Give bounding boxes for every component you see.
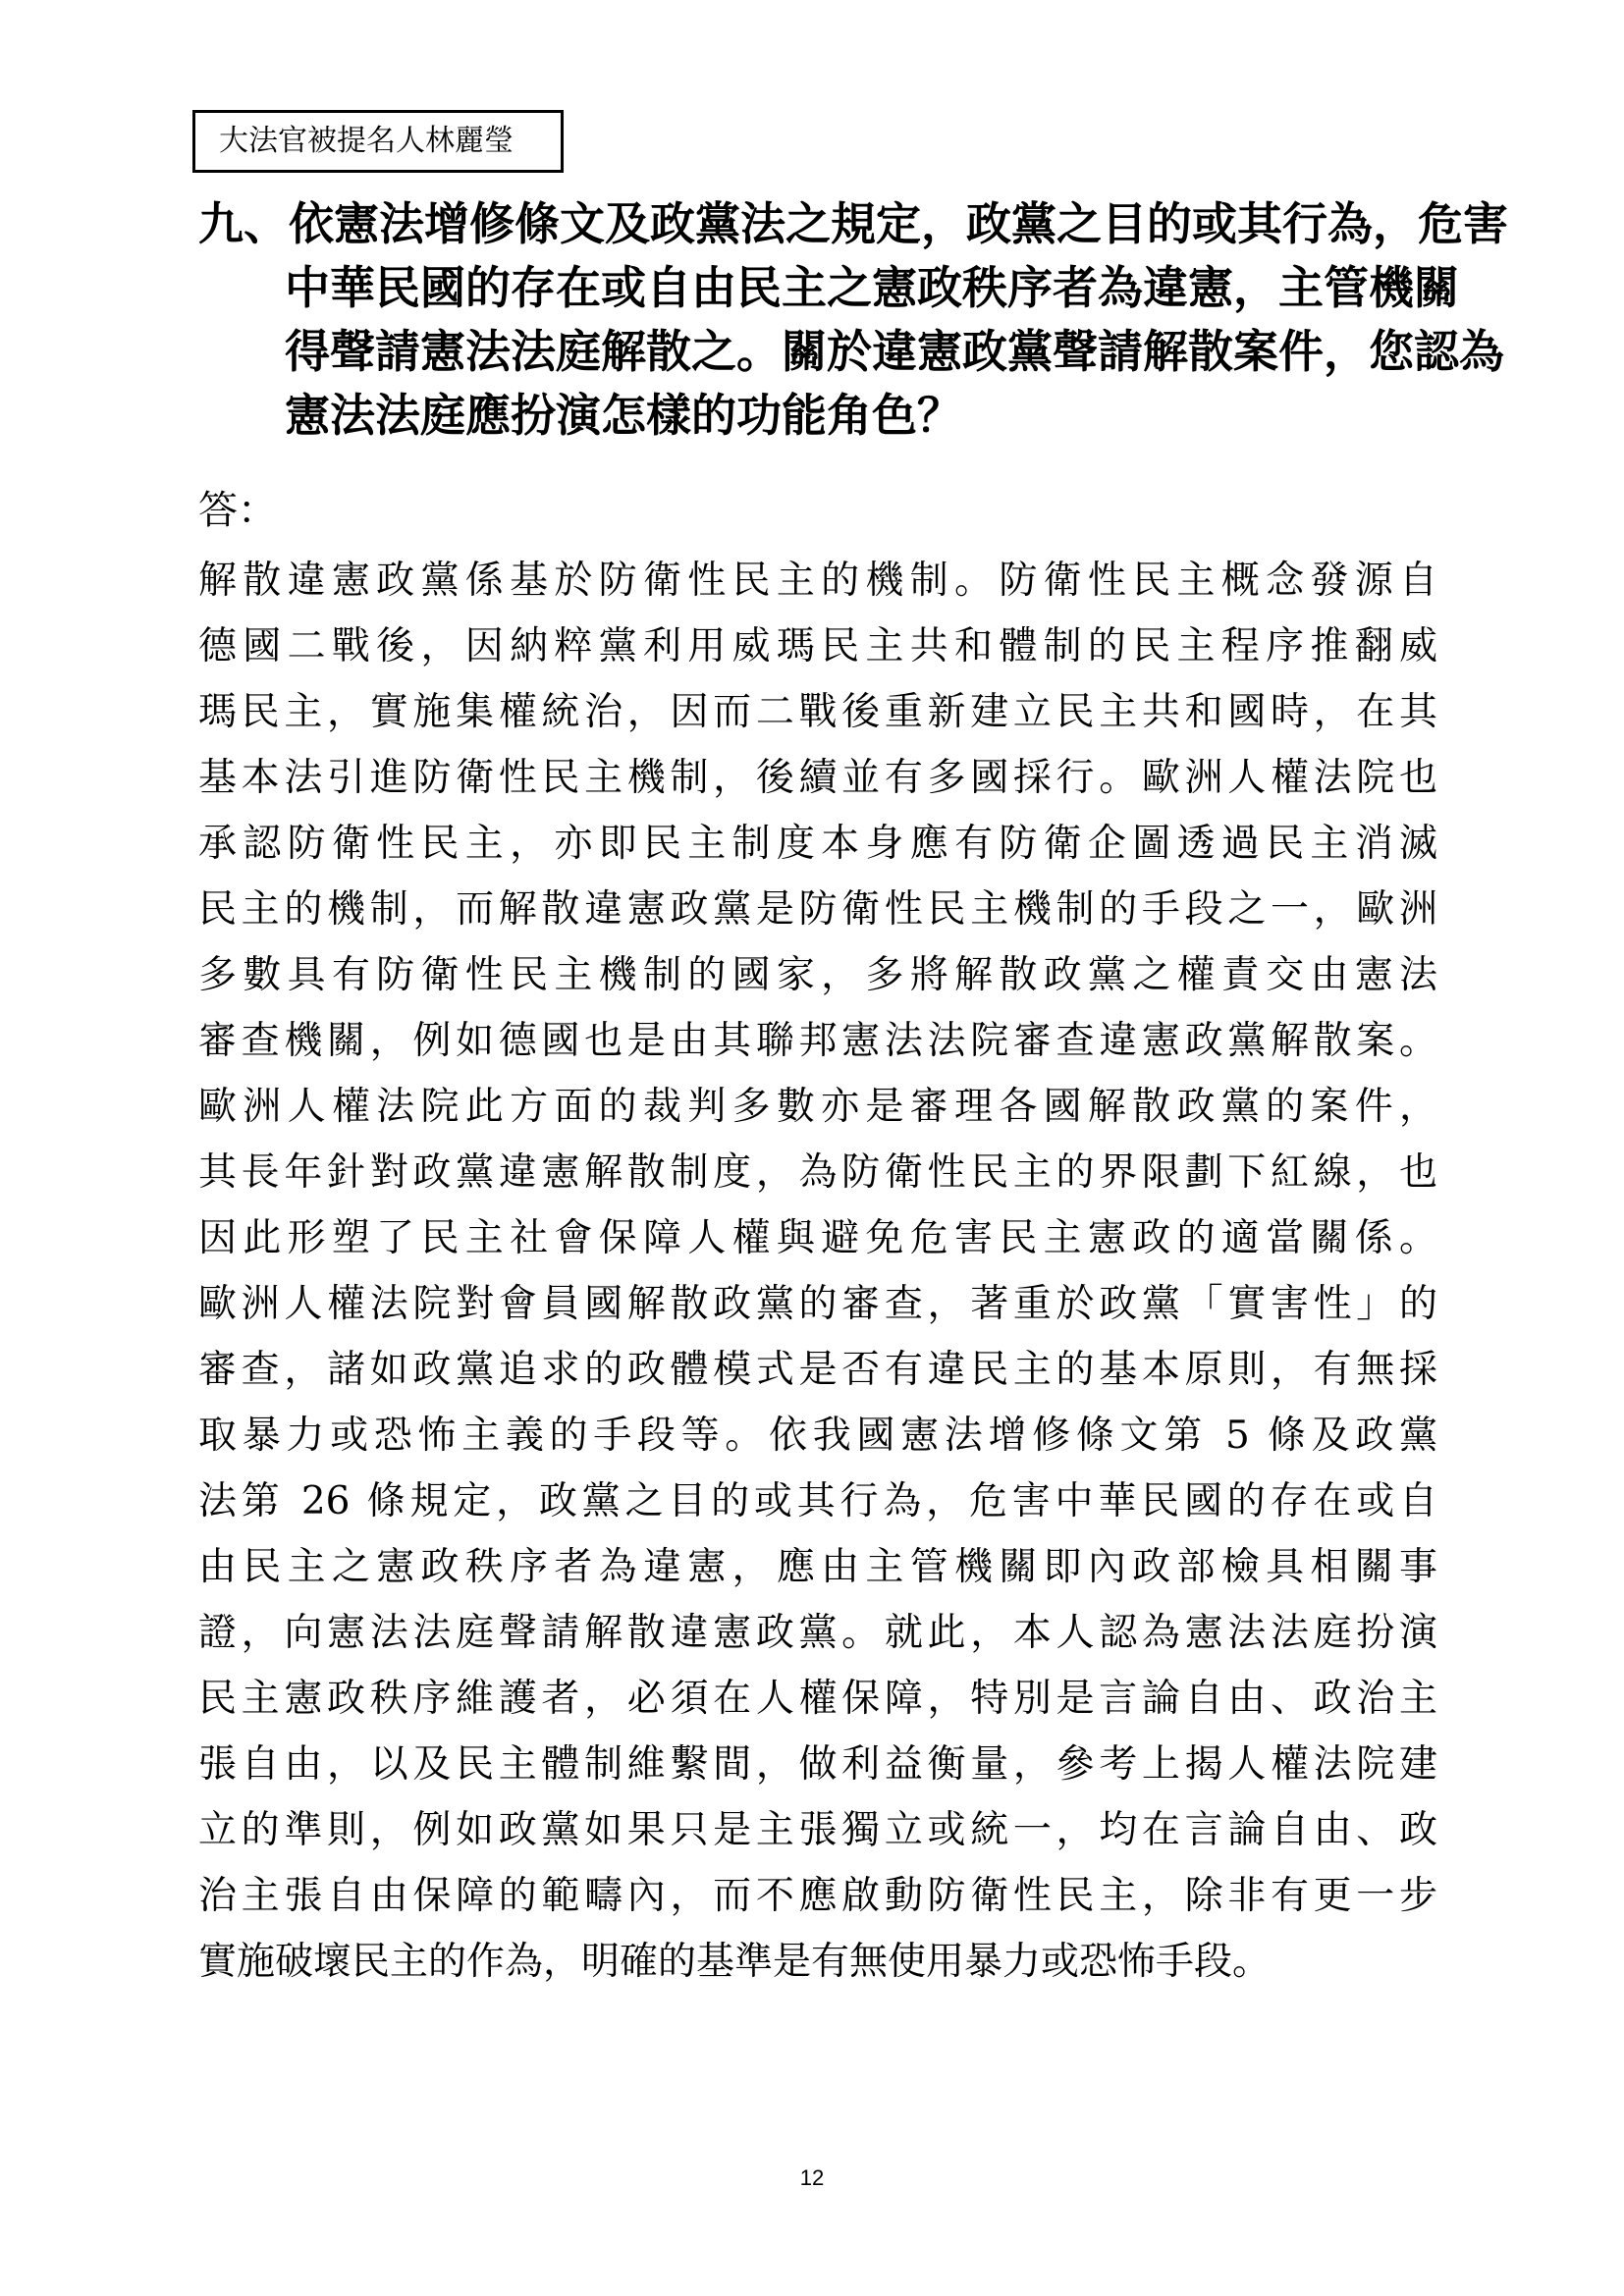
answer-line: 治主張自由保障的範疇內，而不應啟動防衛性民主，除非有更一步 [198,1874,1437,1918]
answer-line: 民主憲政秩序維護者，必須在人權保障，特別是言論自由、政治主 [198,1677,1437,1721]
answer-line: 歐洲人權法院此方面的裁判多數亦是審理各國解散政黨的案件， [198,1085,1437,1129]
answer-line: 其長年針對政黨違憲解散制度，為防衛性民主的界限劃下紅線，也 [198,1150,1437,1195]
page-number: 12 [799,2165,825,2190]
answer-line: 解散違憲政黨係基於防衛性民主的機制。防衛性民主概念發源自 [198,559,1437,603]
answer-line: 審查，諸如政黨追求的政體模式是否有違民主的基本原則，有無採 [198,1348,1437,1392]
question-line: 得聲請憲法法庭解散之。關於違憲政黨聲請解散案件，您認為 [285,325,1504,378]
answer-line: 歐洲人權法院對會員國解散政黨的審查，著重於政黨「實害性」的 [198,1282,1437,1326]
answer-line: 審查機關，例如德國也是由其聯邦憲法法院審查違憲政黨解散案。 [198,1019,1437,1063]
nominee-label: 大法官被提名人林麗瑩 [219,124,514,158]
nominee-label-box [192,110,564,173]
answer-line: 承認防衛性民主，亦即民主制度本身應有防衛企圖透過民主消滅 [198,822,1437,866]
answer-line: 實施破壞民主的作為，明確的基準是有無使用暴力或恐怖手段。 [198,1940,1272,1984]
answer-line: 多數具有防衛性民主機制的國家，多將解散政黨之權責交由憲法 [198,953,1437,997]
answer-line: 立的準則，例如政黨如果只是主張獨立或統一，均在言論自由、政 [198,1808,1437,1852]
answer-line: 法第 26 條規定，政黨之目的或其行為，危害中華民國的存在或自 [198,1479,1437,1523]
answer-line: 德國二戰後，因納粹黨利用威瑪民主共和體制的民主程序推翻威 [198,624,1437,668]
answer-line: 證，向憲法法庭聲請解散違憲政黨。就此，本人認為憲法法庭扮演 [198,1611,1437,1655]
answer-label: 答： [198,488,277,533]
answer-line: 因此形塑了民主社會保障人權與避免危害民主憲政的適當關係。 [198,1216,1437,1260]
answer-line: 取暴力或恐怖主義的手段等。依我國憲法增修條文第 5 條及政黨 [198,1414,1437,1458]
answer-line: 民主的機制，而解散違憲政黨是防衛性民主機制的手段之一，歐洲 [198,887,1437,932]
answer-body [198,548,1437,1995]
question-heading [198,192,1508,448]
answer-line: 瑪民主，實施集權統治，因而二戰後重新建立民主共和國時，在其 [198,690,1437,734]
answer-line: 張自由，以及民主體制維繫間，做利益衡量，參考上揭人權法院建 [198,1742,1437,1787]
question-line: 憲法法庭應扮演怎樣的功能角色？ [285,389,962,442]
answer-line: 由民主之憲政秩序者為違憲，應由主管機關即內政部檢具相關事 [198,1545,1437,1589]
question-line: 中華民國的存在或自由民主之憲政秩序者為違憲，主管機關 [285,261,1459,314]
answer-line: 基本法引進防衛性民主機制，後續並有多國採行。歐洲人權法院也 [198,756,1437,800]
question-line: 九、依憲法增修條文及政黨法之規定，政黨之目的或其行為，危害 [198,197,1508,250]
